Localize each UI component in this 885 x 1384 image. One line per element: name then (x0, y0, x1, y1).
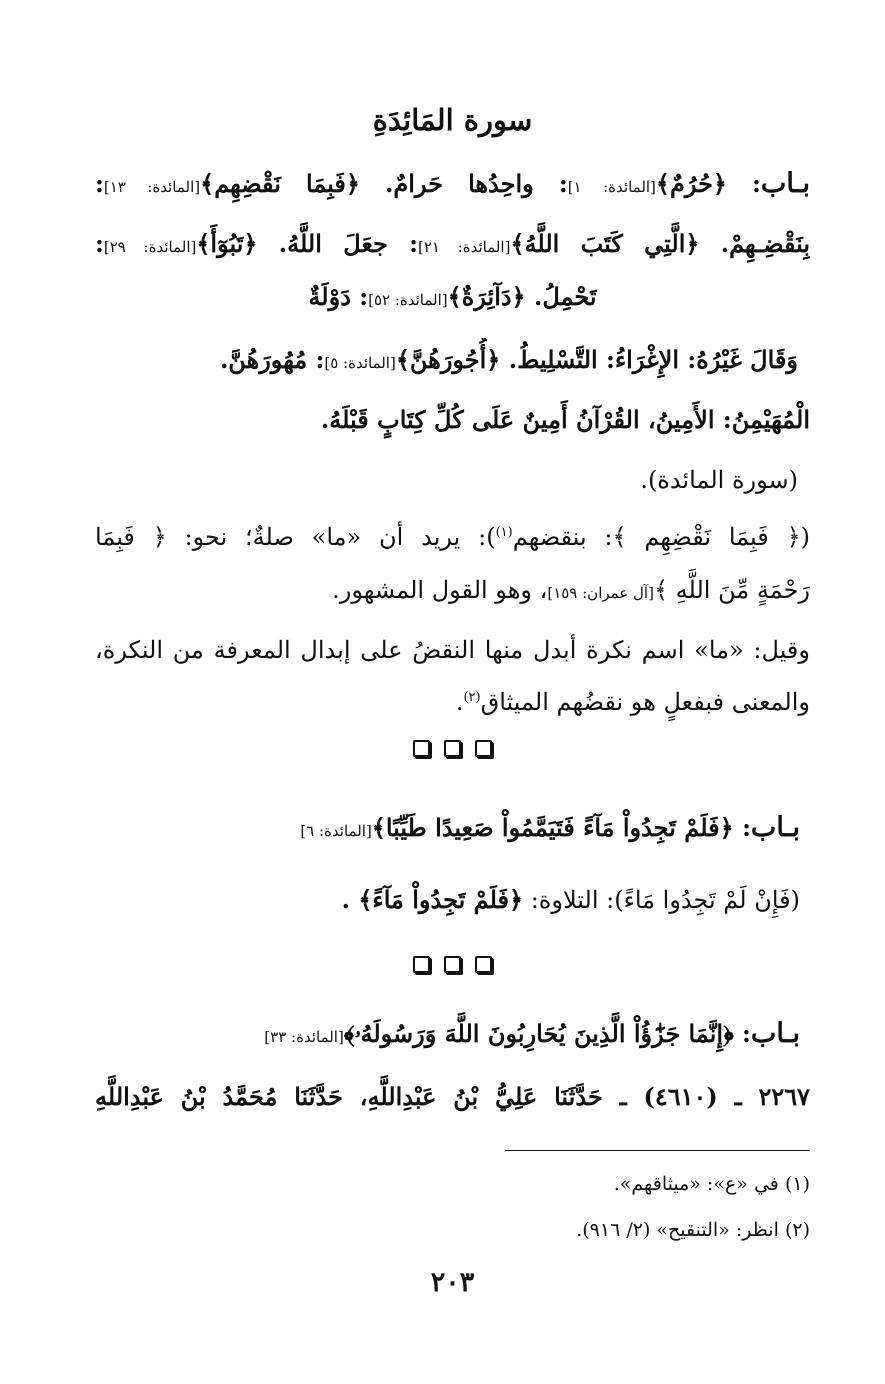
text-segment: . (455, 688, 464, 716)
commentary-line-1 (95, 515, 810, 559)
bab-line-tayammum (95, 806, 800, 850)
footnote-divider (505, 1150, 810, 1151)
text-segment: والمعنى فبفعلٍ هو نقضُهم الميثاق (480, 688, 810, 716)
hadith-chain-line: ٢٢٦٧ ـ (٤٦١٠) ـ حَدَّثَنَا عَلِيُّ بْنُ عَبْدِاللَّهِ، حَدَّثَنَا مُحَمَّدُ بْنُ عَبْدِاللَّهِ (95, 1082, 810, 1111)
commentary-heading: (سورة المائدة). (640, 466, 798, 494)
text-segment: : جعَلَ اللَّهُ. ﴿تَبُوٓأَ﴾ (196, 229, 418, 258)
bab-line-1 (95, 162, 810, 206)
separator-square-icon (475, 956, 492, 973)
bab-line-2 (95, 222, 810, 266)
separator-square-icon (475, 740, 492, 757)
separator-square-icon (444, 956, 461, 973)
gloss-line-2: الْمُهَيْمِنُ: الأَمِينُ، القُرْآنُ أَمِينٌ عَلَى كُلِّ كِتَابٍ قَبْلَهُ. (320, 405, 810, 434)
verse-reference: [المائدة: ١] (567, 178, 656, 196)
bab-label: بـاب (750, 812, 800, 843)
separator-square-icon (413, 956, 430, 973)
book-page (95, 0, 810, 1384)
text-segment: تَحْمِلُ. ﴿دَآئِرَةٌ﴾ (447, 282, 597, 311)
text-segment: : ﴿حُرُمٌ﴾ (655, 169, 761, 198)
verse-reference: [المائدة: ٢٩] (103, 238, 197, 256)
footnote-text: في «ع»: «ميثاقهم». (613, 1173, 779, 1195)
quran-quote: ﴿فَلَمْ تَجِدُواْ مَآءً﴾ . (341, 885, 524, 914)
text-segment: وَقَالَ غَيْرُهُ: الإِغْرَاءُ: التَّسْلِيطُ. ﴿أُجُورَهُنَّ﴾ (395, 345, 798, 374)
verse-reference: [المائدة: ٥] (324, 354, 396, 372)
separator-square-icon (413, 740, 430, 757)
footnote-1 (95, 1167, 810, 1201)
separator-square-icon (444, 740, 461, 757)
bab-line-hirabah (95, 1012, 800, 1056)
footnote-text: انظر: «التنقيح» (٢/ ٩١٦). (576, 1219, 779, 1241)
text-segment: ، وهو القول المشهور. (332, 576, 548, 604)
bab-line-3 (95, 275, 810, 319)
text-segment: : ﴿إِنَّمَا جَزَٰٓؤُاْ الَّذِينَ يُحَارِبُونَ اللَّهَ وَرَسُولَهُۥ﴾ (343, 1019, 751, 1048)
commentary-line-3: وقيل: «ما» اسم نكرة أبدل منها النقضُ على إبدال المعرفة من النكرة، (95, 636, 810, 664)
text-segment: : مُهُورَهُنَّ. (219, 345, 325, 374)
section-separator (95, 956, 810, 982)
verse-reference: [آل عمران: ١٥٩] (547, 584, 654, 602)
commentary-line-2 (95, 568, 810, 612)
surah-title: سورة المَائِدَةِ (372, 103, 533, 137)
text-segment: : واحِدُها حَرامٌ. ﴿فَبِمَا نَقْضِهِم﴾ (200, 169, 568, 198)
page-number: ٢٠٣ (430, 1267, 475, 1298)
bab-label: بـاب (760, 168, 810, 199)
text-segment: (﴿ فَبِمَا نَقْضِهِم ﴾: بنقضهم (512, 523, 810, 551)
verse-reference: [المائدة: ٣٣] (264, 1028, 344, 1046)
text-segment: (فَإِنْ لَمْ تَجِدُوا مَاءً): التلاوة: (523, 886, 800, 914)
text-segment: بِنَقْضِـهِمْ. ﴿الَّتِي كَتَبَ اللَّهُ﴾ (510, 229, 810, 258)
gloss-line-1 (95, 338, 798, 382)
text-segment: : (95, 169, 104, 198)
tayammum-commentary (95, 878, 800, 922)
section-separator (95, 740, 810, 766)
verse-reference: [المائدة: ٦] (300, 822, 372, 840)
footnote-2 (95, 1213, 810, 1247)
text-segment: ): يريد أن «ما» صلةٌ؛ نحو: ﴿ فَبِمَا (95, 523, 496, 551)
verse-reference: [المائدة: ٥٢] (368, 291, 448, 309)
text-segment: رَحْمَةٍ مِّنَ اللَّهِ ﴾ (653, 576, 810, 604)
footnote-marker[interactable]: (١) (495, 525, 513, 540)
text-segment: : ﴿فَلَمْ تَجِدُواْ مَآءً فَتَيَمَّمُواْ صَعِيدًا طَيِّبًا﴾ (371, 813, 751, 842)
footnote-number: (١) (784, 1173, 810, 1195)
commentary-line-4 (95, 680, 810, 724)
verse-reference: [المائدة: ٢١] (417, 238, 511, 256)
footnote-marker[interactable]: (٢) (463, 690, 481, 705)
verse-reference: [المائدة: ١٣] (103, 178, 201, 196)
text-segment: : (95, 229, 104, 258)
text-segment: : دَوْلَةٌ (308, 282, 369, 311)
footnote-number: (٢) (784, 1219, 810, 1241)
bab-label: بـاب (750, 1018, 800, 1049)
